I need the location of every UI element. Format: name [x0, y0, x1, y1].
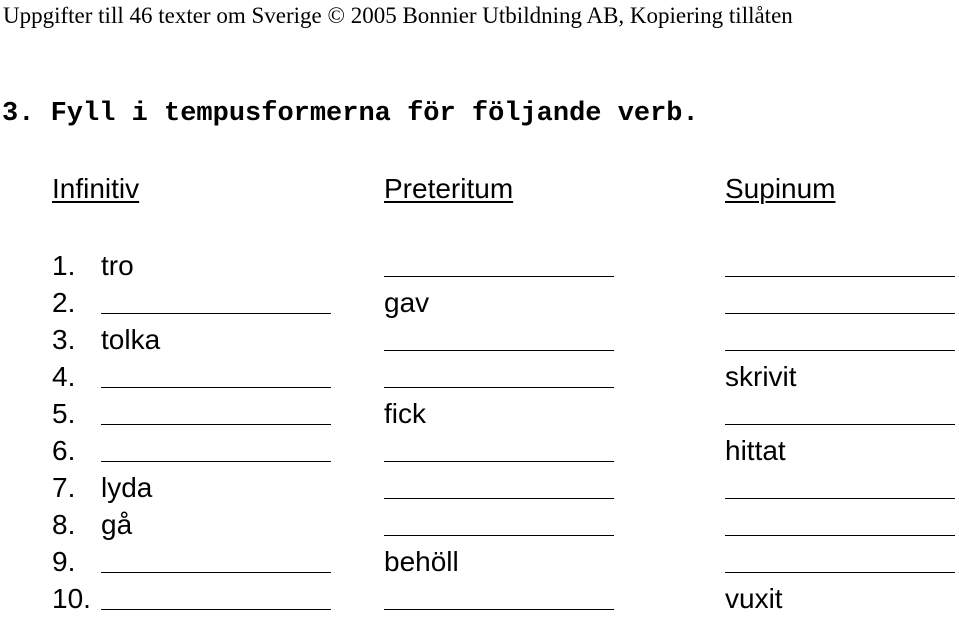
verb-form-supine: vuxit	[725, 583, 783, 614]
answer-blank-infinitive[interactable]	[101, 313, 331, 314]
row-number: 7.	[52, 472, 76, 503]
column-header-supine: Supinum	[725, 173, 836, 204]
answer-blank-supine[interactable]	[725, 498, 955, 499]
table-row	[0, 506, 959, 543]
table-row	[0, 284, 959, 321]
answer-blank-preterite[interactable]	[384, 350, 614, 351]
table-row	[0, 432, 959, 469]
verb-form-preterite: behöll	[384, 546, 459, 577]
row-number: 1.	[52, 250, 76, 281]
table-row	[0, 469, 959, 506]
answer-blank-supine[interactable]	[725, 424, 955, 425]
table-row	[0, 580, 959, 617]
answer-blank-infinitive[interactable]	[101, 572, 331, 573]
answer-blank-supine[interactable]	[725, 535, 955, 536]
row-number: 8.	[52, 509, 76, 540]
answer-blank-preterite[interactable]	[384, 387, 614, 388]
row-number: 10.	[52, 583, 91, 614]
answer-blank-preterite[interactable]	[384, 498, 614, 499]
row-number: 3.	[52, 324, 76, 355]
copyright-header: Uppgifter till 46 texter om Sverige © 2005 Bonnier Utbildning AB, Kopiering tillåten	[3, 3, 793, 28]
answer-blank-preterite[interactable]	[384, 461, 614, 462]
column-header-infinitive: Infinitiv	[52, 173, 140, 204]
answer-blank-supine[interactable]	[725, 572, 955, 573]
verb-form-supine: hittat	[725, 435, 786, 466]
answer-blank-infinitive[interactable]	[101, 387, 331, 388]
answer-blank-supine[interactable]	[725, 276, 955, 277]
verb-form-infinitive: tro	[101, 250, 134, 281]
row-number: 4.	[52, 361, 76, 392]
row-number: 2.	[52, 287, 76, 318]
answer-blank-preterite[interactable]	[384, 535, 614, 536]
table-row	[0, 395, 959, 432]
answer-blank-supine[interactable]	[725, 350, 955, 351]
verb-form-preterite: gav	[384, 287, 430, 318]
answer-blank-preterite[interactable]	[384, 276, 614, 277]
answer-blank-preterite[interactable]	[384, 609, 614, 610]
verb-form-infinitive: lyda	[101, 472, 153, 503]
row-number: 9.	[52, 546, 76, 577]
column-header-preterite: Preteritum	[384, 173, 514, 204]
table-row	[0, 247, 959, 284]
answer-blank-infinitive[interactable]	[101, 424, 331, 425]
row-number: 5.	[52, 398, 76, 429]
answer-blank-supine[interactable]	[725, 313, 955, 314]
row-number: 6.	[52, 435, 76, 466]
table-row	[0, 321, 959, 358]
answer-blank-infinitive[interactable]	[101, 609, 331, 610]
verb-form-infinitive: gå	[101, 509, 133, 540]
verb-form-infinitive: tolka	[101, 324, 161, 355]
answer-blank-infinitive[interactable]	[101, 461, 331, 462]
task-title: 3. Fyll i tempusformerna för följande verb.	[2, 99, 699, 129]
verb-form-supine: skrivit	[725, 361, 797, 392]
table-row	[0, 543, 959, 580]
verb-form-preterite: fick	[384, 398, 426, 429]
table-row	[0, 358, 959, 395]
